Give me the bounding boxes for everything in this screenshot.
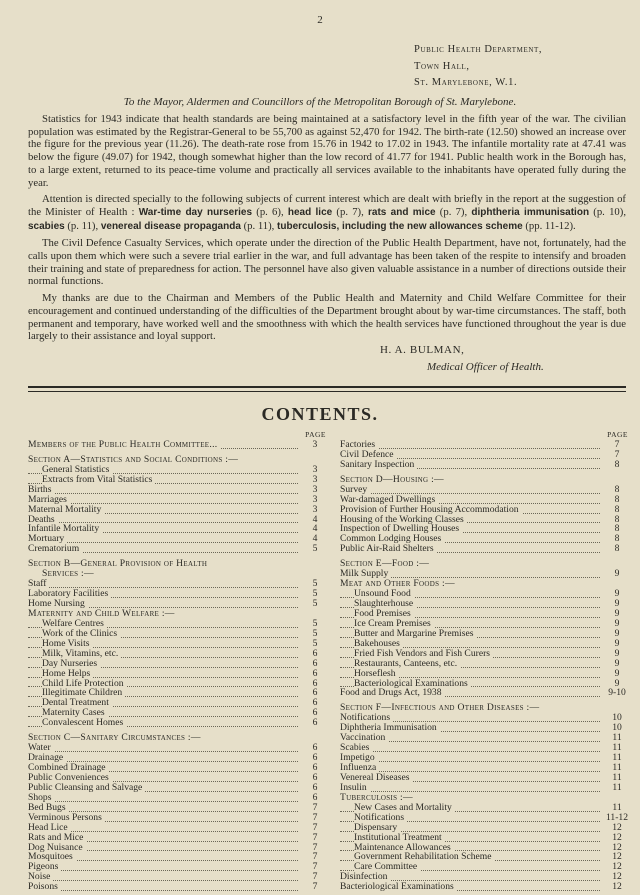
entry-page-number: 12 [603,852,628,862]
entry-page-number: 5 [301,619,326,629]
entry-title: General Statistics [42,465,112,475]
entry-page-number: 11 [603,773,628,783]
entry-title: Venereal Diseases [340,773,413,783]
contents-entry [28,485,326,495]
entry-page-number: 3 [301,475,326,485]
entry-title: Shops [28,793,54,803]
entry-page-number: 10 [603,713,628,723]
leader-dots [28,751,298,752]
entry-title: Dispensary [354,823,400,833]
entry-title: Mosquitoes [28,852,76,862]
entry-title: Section D—Housing :— [340,475,447,485]
entry-title: Home Helps [42,669,93,679]
entry-page-number: 11 [603,733,628,743]
entry-page-number: 8 [603,515,628,525]
contents-entry [340,460,628,470]
letter-paragraph-statistics: Statistics for 1943 indicate that health standards are being maintained at a satisfactory level in the fifth year of the war. The civilian population was estimated by the Registrar-General to be 55,700 as against 52,470 for 1942. The birth-rate (12.50) showed an increase over the figure for the previous year (11.26). The death-rate rose from 15.76 in 1942 to 17.02 in 1943. The infantile mortality rate at 47.41 was below the figure (49.07) for 1942, though somewhat higher than the low record of 41.77 for 1941. Public health work in the Borough has, to a large extent, returned to its peace-time volume and practically all services available to the inhabitants have operated fully during the year. [28,113,626,189]
letter-paragraph-thanks: My thanks are due to the Chairman and Members of the Public Health and Maternity and Child Welfare Committee for their encouragement and continued understanding of the difficulties of the Department brought about by war-time circumstances. The staff, both permanent and temporary, have worked well and the smoothness with which the health services have functioned throughout the year is due largely to their assistance and loyal support. [28,292,626,343]
bold-subject: head lice [287,206,333,218]
entry-page-number: 7 [301,882,326,892]
bold-subject: rats and mice [368,206,436,218]
entry-title: Inspection of Dwelling Houses [340,524,462,534]
department-address [414,42,542,92]
entry-page-number: 6 [301,698,326,708]
entry-title: Child Life Protection [42,679,127,689]
entry-title: Crematorium [28,544,82,554]
entry-title: Noise [28,872,53,882]
entry-title: Dog Nuisance [28,843,86,853]
entry-page-number: 6 [301,659,326,669]
entry-page-number: 3 [301,440,326,450]
entry-page-number: 9 [603,649,628,659]
contents-entry [28,475,326,485]
entry-page-number: 7 [301,872,326,882]
entry-title: Bacteriological Examinations [340,882,457,892]
text-run: (pp. 11-12). [522,219,576,232]
entry-title: Day Nurseries [42,659,100,669]
entry-page-number: 6 [301,753,326,763]
entry-title: Section E—Food :— [340,559,432,569]
entry-page-number: 5 [301,589,326,599]
entry-title: Section C—Sanitary Circumstances :— [28,733,204,743]
leader-dots [28,890,298,891]
entry-page-number: 6 [301,649,326,659]
contents-entry [28,440,326,450]
text-run: (p. 6), [252,205,288,218]
contents-entry [28,793,326,803]
entry-page-number: 8 [603,495,628,505]
entry-title: Notifications [354,813,407,823]
entry-title: Work of the Clinics [42,629,120,639]
contents-entry [28,852,326,862]
entry-title: Scabies [340,743,372,753]
entry-page-number: 8 [603,485,628,495]
divider-thin [28,391,626,392]
entry-page-number: 6 [301,688,326,698]
text-run: (p. 10), [589,205,626,218]
entry-title: Members of the Public Health Committee... [28,440,220,450]
entry-title: Births [28,485,54,495]
entry-title: Institutional Treatment [354,833,445,843]
entry-title: Services :— [42,569,97,579]
entry-title: Restaurants, Canteens, etc. [354,659,460,669]
entry-page-number: 3 [301,505,326,515]
entry-page-number: 7 [301,862,326,872]
page-number: 2 [317,14,323,26]
contents-entry [28,813,326,823]
entry-title: Food Premises [354,609,414,619]
entry-title: Deaths [28,515,58,525]
entry-page-number: 7 [301,833,326,843]
entry-page-number: 12 [603,862,628,872]
divider-thick [28,386,626,388]
page-header-label: PAGE [603,430,628,440]
entry-page-number: 6 [301,773,326,783]
entry-page-number: 5 [301,544,326,554]
entry-title: Care Committee [354,862,420,872]
entry-page-number: 8 [603,534,628,544]
contents-entry [28,743,326,753]
entry-title: War-damaged Dwellings [340,495,438,505]
entry-page-number: 9 [603,679,628,689]
entry-title: Factories [340,440,378,450]
entry-title: Milk Supply [340,569,391,579]
entry-page-number: 8 [603,460,628,470]
entry-title: Unsound Food [354,589,414,599]
contents-entry [28,783,326,793]
contents-entry [340,773,628,783]
signature-title: Medical Officer of Health. [427,361,544,373]
page-column-header [340,430,628,440]
entry-page-number: 6 [301,679,326,689]
entry-page-number: 12 [603,872,628,882]
leader-dots [340,751,600,752]
leader-dots [340,761,600,762]
entry-page-number: 9-10 [603,688,628,698]
entry-page-number: 6 [301,718,326,728]
entry-title: Bakehouses [354,639,403,649]
entry-page-number: 12 [603,833,628,843]
entry-title: Head Lice [28,823,71,833]
entry-title: Civil Defence [340,450,397,460]
bold-subject: tuberculosis, including the new allowances scheme [277,220,523,232]
entry-page-number: 6 [301,708,326,718]
entry-page-number: 9 [603,669,628,679]
entry-title: Diphtheria Immunisation [340,723,440,733]
entry-page-number: 7 [301,823,326,833]
entry-page-number: 7 [301,803,326,813]
entry-page-number: 4 [301,515,326,525]
entry-title: Home Nursing [28,599,88,609]
entry-title: Vaccination [340,733,388,743]
entry-title: Common Lodging Houses [340,534,444,544]
contents-right-column [340,430,628,892]
entry-page-number: 11 [603,803,628,813]
entry-page-number: 6 [301,793,326,803]
contents-entry [28,872,326,882]
bold-subject: War-time day nurseries [138,206,253,218]
contents-entry [28,669,326,679]
entry-title: Convalescent Homes [42,718,126,728]
entry-title: Combined Drainage [28,763,109,773]
contents-section-heading [28,569,326,579]
entry-page-number: 11 [603,783,628,793]
entry-page-number: 4 [301,524,326,534]
contents-entry [340,505,628,515]
entry-title: New Cases and Mortality [354,803,455,813]
contents-entry [28,718,326,728]
entry-page-number: 11 [603,743,628,753]
entry-title: Maternity and Child Welfare :— [28,609,178,619]
entry-page-number: 8 [603,505,628,515]
signature-name: H. A. BULMAN, [380,344,465,356]
contents-entry [28,882,326,892]
entry-title: Section F—Infectious and Other Diseases :— [340,703,542,713]
entry-title: Laboratory Facilities [28,589,111,599]
contents-entry [340,833,628,843]
entry-title: Illegitimate Children [42,688,125,698]
entry-title: Butter and Margarine Premises [354,629,476,639]
entry-title: Verminous Persons [28,813,105,823]
entry-title: Housing of the Working Classes [340,515,467,525]
entry-page-number: 4 [301,534,326,544]
entry-page-number: 9 [603,629,628,639]
contents-entry [28,862,326,872]
leader-dots [28,880,298,881]
contents-entry [28,544,326,554]
entry-title: Section B—General Provision of Health [28,559,210,569]
contents-entry [340,733,628,743]
contents-section-heading [28,733,326,743]
contents-entry [28,524,326,534]
entry-page-number: 5 [301,639,326,649]
entry-page-number: 12 [603,843,628,853]
entry-page-number: 5 [301,579,326,589]
entry-title: Public Conveniences [28,773,112,783]
contents-section-heading [340,475,628,485]
entry-title: Slaughterhouse [354,599,416,609]
entry-page-number: 9 [603,589,628,599]
bold-subject: scabies [28,220,65,232]
entry-page-number: 3 [301,495,326,505]
entry-page-number: 9 [603,599,628,609]
entry-title: Meat and Other Foods :— [340,579,458,589]
contents-entry [340,544,628,554]
entry-page-number: 11-12 [603,813,628,823]
entry-title: Influenza [340,763,379,773]
entry-title: Staff [28,579,49,589]
entry-title: Home Visits [42,639,93,649]
entry-title: Maternity Cases [42,708,108,718]
entry-title: Government Rehabilitation Scheme [354,852,494,862]
entry-page-number: 9 [603,569,628,579]
entry-page-number: 5 [301,629,326,639]
address-line-department: Public Health Department, [414,44,543,55]
entry-title: Section A—Statistics and Social Conditions :— [28,455,241,465]
entry-page-number: 6 [301,743,326,753]
contents-left-column [28,430,326,892]
entry-title: Impetigo [340,753,378,763]
entry-page-number: 8 [603,524,628,534]
contents-heading: CONTENTS. [261,404,379,424]
entry-title: Pigeons [28,862,61,872]
entry-title: Survey [340,485,370,495]
entry-page-number: 12 [603,882,628,892]
entry-title: Disinfection [340,872,390,882]
entry-title: Horseflesh [354,669,399,679]
leader-dots [28,493,298,494]
leader-dots [28,870,298,871]
entry-title: Sanitary Inspection [340,460,417,470]
entry-title: Drainage [28,753,66,763]
contents-entry [340,743,628,753]
entry-page-number: 6 [301,783,326,793]
entry-title: Food and Drugs Act, 1938 [340,688,445,698]
entry-title: Infantile Mortality [28,524,102,534]
entry-title: Fried Fish Vendors and Fish Curers [354,649,493,659]
letter-paragraph-attention [28,193,626,233]
entry-page-number: 3 [301,465,326,475]
entry-page-number: 7 [301,852,326,862]
entry-title: Tuberculosis :— [340,793,416,803]
address-line-borough: St. Marylebone, W.1. [414,77,518,88]
entry-page-number: 9 [603,619,628,629]
letter-body [28,113,626,347]
entry-title: Milk, Vitamins, etc. [42,649,121,659]
entry-title: Poisons [28,882,61,892]
letter-paragraph-civil-defence: The Civil Defence Casualty Services, which operate under the direction of the Public Health Department, have not, fortunately, had the calls upon them which were such a severe trial earlier in the war, and full advantage has been taken of the respite to intensify and broaden their training and state of preparedness for action. The personnel have also given valuable assistance in a number of directions outside their normal functions. [28,237,626,288]
entry-page-number: 9 [603,659,628,669]
entry-title: Marriages [28,495,70,505]
contents-entry [340,688,628,698]
entry-title: Public Cleansing and Salvage [28,783,145,793]
entry-title: Water [28,743,54,753]
entry-page-number: 10 [603,723,628,733]
address-line-town-hall: Town Hall, [414,60,470,72]
entry-page-number: 9 [603,609,628,619]
contents-entry [28,833,326,843]
entry-title: Extracts from Vital Statistics [42,475,155,485]
entry-page-number: 6 [301,763,326,773]
contents-entry [340,753,628,763]
entry-title: Ice Cream Premises [354,619,434,629]
entry-title: Public Air-Raid Shelters [340,544,437,554]
entry-page-number: 8 [603,544,628,554]
contents-entry [340,669,628,679]
contents-entry [340,882,628,892]
entry-page-number: 7 [301,813,326,823]
entry-page-number: 7 [603,440,628,450]
text-run: Attention is directed specially to the following subjects of current interest which are dealt with briefly in the report at the suggestion of the Minister of Health : [28,193,626,218]
entry-page-number: 12 [603,823,628,833]
salutation: To the Mayor, Aldermen and Councillors of the Metropolitan Borough of St. Marylebone. [123,96,517,108]
entry-page-number: 6 [301,669,326,679]
entry-title: Insulin [340,783,370,793]
bold-subject: venereal disease propaganda [100,220,241,232]
text-run: (p. 7), [332,205,369,218]
text-run: (p. 11), [240,219,278,232]
bold-subject: diphtheria immunisation [471,206,590,218]
entry-page-number: 9 [603,639,628,649]
entry-title: Welfare Centres [42,619,107,629]
entry-title: Notifications [340,713,393,723]
entry-page-number: 3 [301,485,326,495]
text-run: (p. 7), [435,205,472,218]
entry-title: Mortuary [28,534,67,544]
contents-entry [28,505,326,515]
entry-title: Bacteriological Examinations [354,679,471,689]
page-header-label: PAGE [301,430,326,440]
entry-title: Maintenance Allowances [354,843,454,853]
entry-page-number: 5 [301,599,326,609]
entry-title: Rats and Mice [28,833,86,843]
entry-page-number: 7 [603,450,628,460]
entry-page-number: 11 [603,763,628,773]
entry-page-number: 7 [301,843,326,853]
entry-title: Provision of Further Housing Accommodation [340,505,522,515]
entry-title: Maternal Mortality [28,505,104,515]
text-run: (p. 11), [64,219,101,232]
entry-title: Bed Bugs [28,803,69,813]
leader-dots [28,801,298,802]
entry-title: Dental Treatment [42,698,112,708]
entry-page-number: 11 [603,753,628,763]
